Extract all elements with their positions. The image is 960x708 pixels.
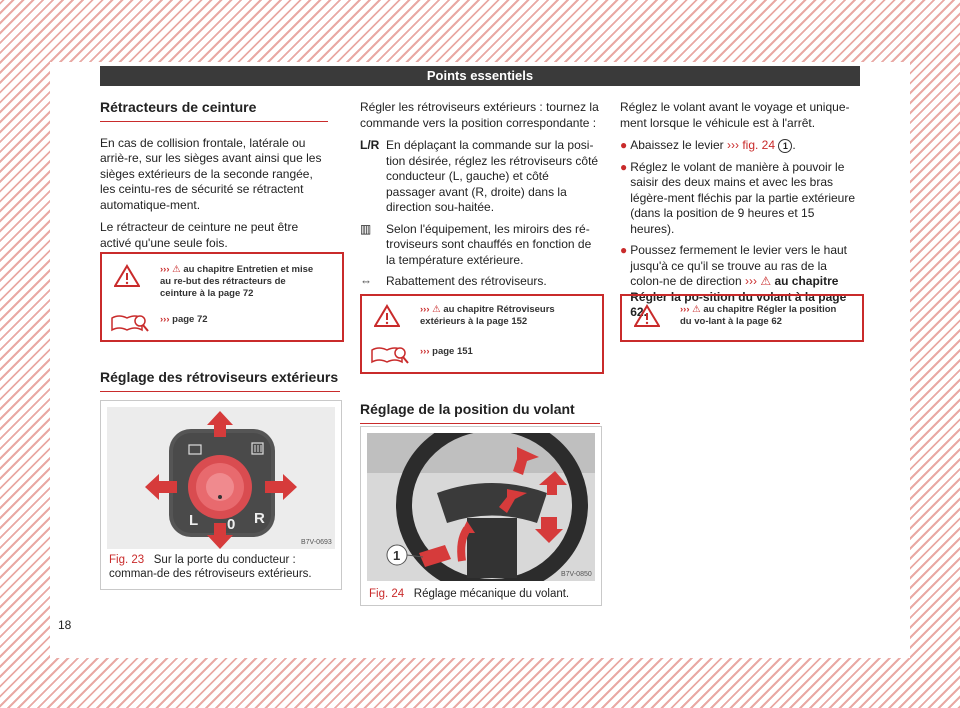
warning-box	[100, 252, 344, 342]
paragraph: En cas de collision frontale, latérale ou arriè-re, sur les sièges avant ainsi que les sièges extérieurs de la seconde rangée, les ceintu-res de sécurité se rétractent automatique-ment.	[100, 135, 322, 212]
warning-icon	[374, 304, 400, 328]
fig-reference[interactable]: fig. 24	[742, 138, 776, 152]
column-1	[100, 100, 328, 258]
bullet-item: ● Réglez le volant de manière à pouvoir le saisir des deux mains et avec les bras légère-ment fléchis par la partie extérieure (dans la position de 9 heures et 15 heures).	[620, 159, 856, 236]
figure-caption: Fig. 24 Réglage mécanique du volant.	[369, 588, 570, 600]
book-magnifier-icon	[370, 344, 410, 366]
warning-box	[360, 294, 604, 374]
book-reference[interactable]: ››› page 151	[420, 346, 473, 357]
warning-text[interactable]: ››› ⚠ au chapitre Rétroviseurs extérieurs à la page 152	[420, 304, 555, 327]
knob-label-0: 0	[227, 516, 236, 533]
paragraph: Réglez le volant avant le voyage et unique-ment lorsque le véhicule est à l'arrêt.	[620, 100, 850, 130]
knob-label-R: R	[254, 510, 265, 527]
column-3	[620, 100, 860, 327]
warning-box	[620, 294, 864, 342]
steering-wheel-illustration	[367, 433, 595, 581]
figure-caption: Fig. 23 Sur la porte du conducteur : comman-de des rétroviseurs extérieurs.	[109, 554, 312, 580]
figure-label: Fig. 24	[369, 588, 405, 600]
list-item: L/R En déplaçant la commande sur la posi-tion désirée, réglez les rétroviseurs côté conducteur (L, gauche) et côté passager avant (R, droite) dans la direction sou-haitée.	[360, 138, 599, 214]
figure-label: Fig. 23	[109, 554, 145, 566]
figure-23	[100, 400, 342, 590]
chapter-reference[interactable]: au chapitre Régler la po-sition du volant à la page 62.	[630, 274, 847, 319]
page-number: 18	[58, 618, 72, 632]
list-item: ⇔ Rabattement des rétroviseurs.	[360, 274, 547, 288]
book-reference[interactable]: ››› page 72	[160, 314, 208, 325]
warning-text[interactable]: ››› ⚠ au chapitre Régler la position du vo-lant à la page 62	[680, 304, 837, 327]
book-magnifier-icon	[110, 312, 150, 334]
figure-24	[360, 426, 602, 606]
list-item: ▥ Selon l'équipement, les miroirs des ré-troviseurs sont chauffés en fonction de la température extérieure.	[360, 221, 592, 267]
warning-icon	[634, 304, 660, 328]
column-2	[360, 100, 600, 296]
bullet-item: ● Poussez fermement le levier vers le haut jusqu'à ce qu'il se trouve au ras de la colon-ne de direction ››› ⚠ au chapitre Régler la po-sition du volant à la page 62.	[620, 243, 848, 319]
section-title-retroviseurs: Réglage des rétroviseurs extérieurs	[100, 370, 340, 392]
callout-1: 1	[393, 548, 401, 563]
section-title-retracteurs: Rétracteurs de ceinture	[100, 100, 328, 122]
bullet-item: ● Abaissez le levier ››› fig. 24 1 .	[620, 138, 796, 152]
paragraph: Régler les rétroviseurs extérieurs : tournez la commande vers la position correspondante :	[360, 100, 599, 130]
warning-text[interactable]: ››› ⚠ au chapitre Entretien et mise au re-but des rétracteurs de ceinture à la page 72	[160, 264, 314, 299]
section-title-volant: Réglage de la position du volant	[360, 402, 600, 424]
figure-code: B7V-0693	[301, 539, 332, 546]
figure-code: B7V-0850	[561, 571, 592, 578]
section3-header	[360, 402, 600, 424]
section2-header	[100, 370, 340, 392]
paragraph: Le rétracteur de ceinture ne peut être activé qu'une seule fois.	[100, 220, 299, 250]
page-header: Points essentiels	[100, 66, 860, 86]
mirror-control-illustration	[107, 407, 335, 549]
knob-label-L: L	[189, 512, 199, 529]
warning-icon	[114, 264, 140, 288]
